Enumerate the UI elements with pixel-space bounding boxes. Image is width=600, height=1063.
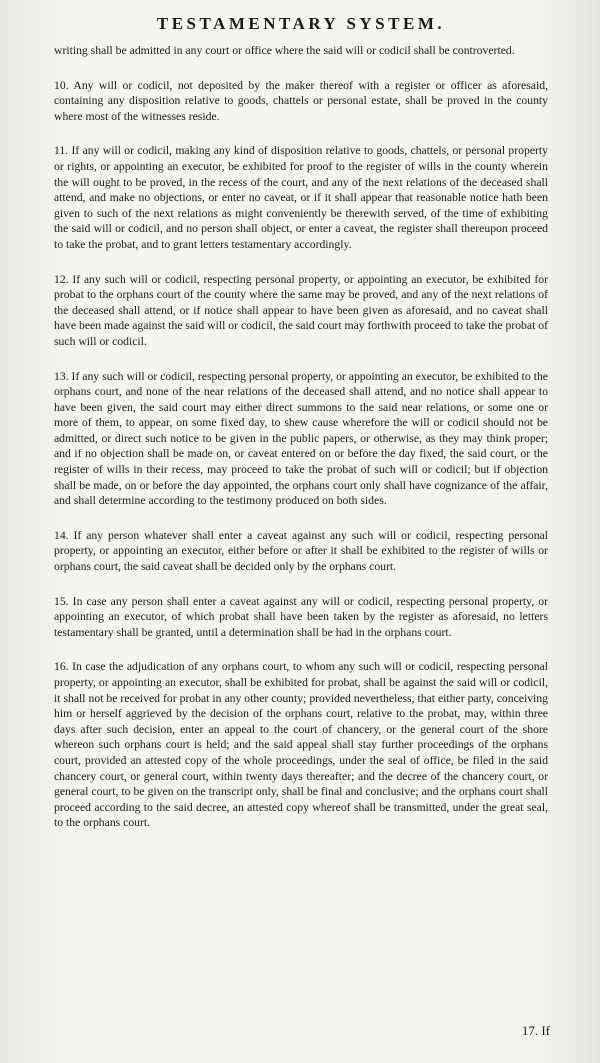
running-head: TESTAMENTARY SYSTEM. (156, 14, 446, 33)
section-11: 11. If any will or codicil, making any kind of disposition relative to goods, chattels, or personal property or rights, or appointing an executor, be exhibited for proof to the register of wills in the county wherein the will ought to be proved, in the recess of the court, and any of the next relations of the deceased shall attend, and make no objections, or enter no caveat, or if it shall appear that reasonable notice hath been given to such of the next relations as might conveniently be therewith served, of the time of exhibiting the said will or codicil, and no person shall object, or enter a caveat, the register shall thereupon proceed to take the probat, and to grant letters testamentary accordingly. (54, 144, 548, 251)
section-16: 16. In case the adjudication of any orphans court, to whom any such will or codicil, respecting personal property, or appointing an executor, shall be exhibited for probat, shall be against the said will or codicil, it shall not be received for probat in any other county; provided nevertheless, that either party, conceiving him or herself aggrieved by the decision of the orphans court, relative to the probat, may, within three days after such decision, enter an appeal to the court of chancery, or the general court of the shore whereon such orphans court is held; and the said appeal shall stay further proceedings of the orphans court, provided an attested copy of the whole proceedings, under the seal of office, be filed in the said chancery court, or general court, within twenty days thereafter; and the decree of the chancery court, or general court, to be given on the transcript only, shall be final and conclusive; and the orphans court shall proceed according to the said decree, an attested copy whereof shall be transmitted, under the great seal, to the orphans court. (54, 660, 548, 830)
section-14: 14. If any person whatever shall enter a caveat against any such will or codicil, respecting personal property, or appointing an executor, either before or after it shall be exhibited to the register of wills or orphans court, the said caveat shall be decided only by the orphans court. (54, 528, 548, 574)
section-10: 10. Any will or codicil, not deposited by the maker thereof with a register or officer as aforesaid, containing any disposition relative to goods, chattels or personal estate, shall be proved in the county where most of the witnesses reside. (54, 78, 548, 123)
paragraph-continued: writing shall be admitted in any court or office where the said will or codicil shall be controverted. (54, 44, 515, 57)
section-15: 15. In case any person shall enter a caveat against any will or codicil, respecting personal property, or appointing an executor, of which probat shall have been taken by the register as aforesaid, no letters testamentary shall be granted, until a determination shall be had in the orphans court. (54, 594, 548, 639)
section-13: 13. If any such will or codicil, respecting personal property, or appointing an executor, be exhibited to the orphans court, and none of the near relations of the deceased shall attend, and no notice shall appear to have been given, the said court may either direct summons to the said near relations, or some one or more of them, to appear, on some fixed day, to shew cause wherefore the will or codicil should not be admitted, or direct such notice to be given in the public papers, or otherwise, as they may think proper; and if no objection shall be made on, or caveat entered on or before the day fixed, the said court, or the register of wills in their recess, may proceed to take the probat of such will or codicil; but if objection shall be made, on or before the day appointed, the orphans court only shall have cognizance of the affair, and shall determine according to the testimony produced on both sides. (54, 369, 548, 508)
catchword: 17. If (521, 1023, 550, 1038)
section-12: 12. If any such will or codicil, respecting personal property, or appointing an executor, be exhibited for probat to the orphans court of the county where the same may be proved, and any of the next relations of the deceased shall attend, or if notice shall appear to have been given as aforesaid, and no caveat shall have been made against the said will or codicil, the said court may forthwith proceed to take the probat of such will or codicil. (54, 272, 548, 348)
